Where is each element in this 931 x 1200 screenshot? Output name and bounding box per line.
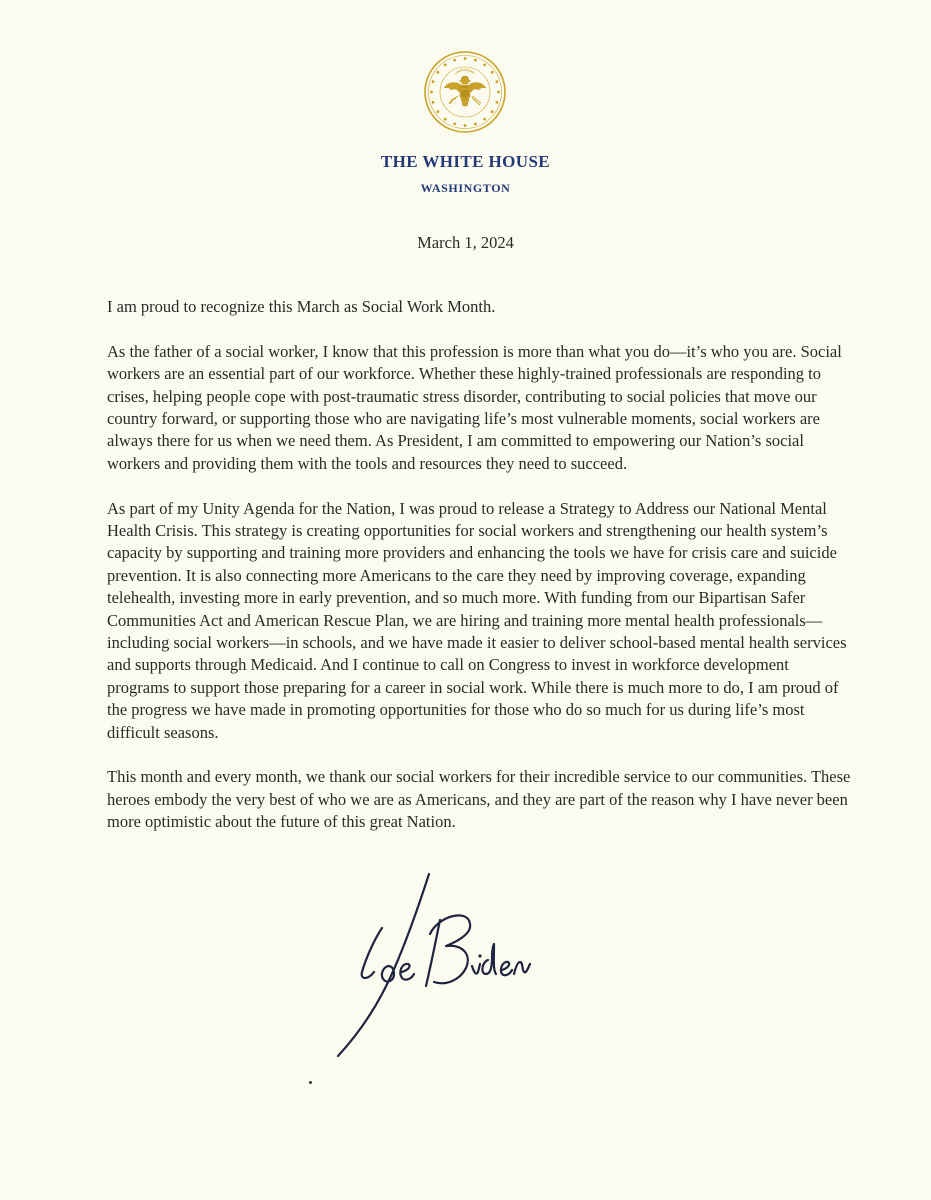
letter-body: [107, 296, 852, 856]
paragraph: I am proud to recognize this March as Social Work Month.: [107, 297, 496, 316]
presidential-seal-icon: [423, 50, 507, 134]
organization-name: THE WHITE HOUSE: [380, 152, 551, 171]
signature: [322, 868, 542, 1058]
paragraph: As the father of a social worker, I know that this profession is more than what you do—it’s who you are. Social workers are an essential part of our workforce. Whether these highly-trained professionals are responding to crises, helping people cope with post-traumatic stress disorder, contributing to social policies that move our country forward, or supporting those who are navigating life’s most vulnerable moments, social workers are always there for us when we need them. As President, I am committed to empowering our Nation’s social workers and providing them with the tools and resources they need to succeed.: [107, 341, 842, 473]
organization-location: WASHINGTON: [420, 181, 511, 195]
ink-dot: [309, 1081, 312, 1084]
letter-date: March 1, 2024: [417, 233, 514, 252]
paragraph: This month and every month, we thank our social workers for their incredible service to our communities. These heroes embody the very best of who we are as Americans, and they are part of the reason why I have never been more optimistic about the future of this great Nation.: [107, 767, 851, 832]
paragraph: As part of my Unity Agenda for the Nation, I was proud to release a Strategy to Address our National Mental Health Crisis. This strategy is creating opportunities for social workers and strengthening our health system’s capacity by supporting and training more providers and enhancing the tools we have for crisis care and suicide prevention. It is also connecting more Americans to the care they need by improving coverage, expanding telehealth, investing more in early prevention, and so much more. With funding from our Bipartisan Safer Communities Act and American Rescue Plan, we are hiring and training more mental health professionals—including social workers—in schools, and we have made it easier to deliver school-based mental health services and supports through Medicaid. And I continue to call on Congress to invest in workforce development programs to support those preparing for a career in social work. While there is much more to do, I am proud of the progress we have made in promoting opportunities for those who do so much for us during life’s most difficult seasons.: [107, 498, 847, 742]
